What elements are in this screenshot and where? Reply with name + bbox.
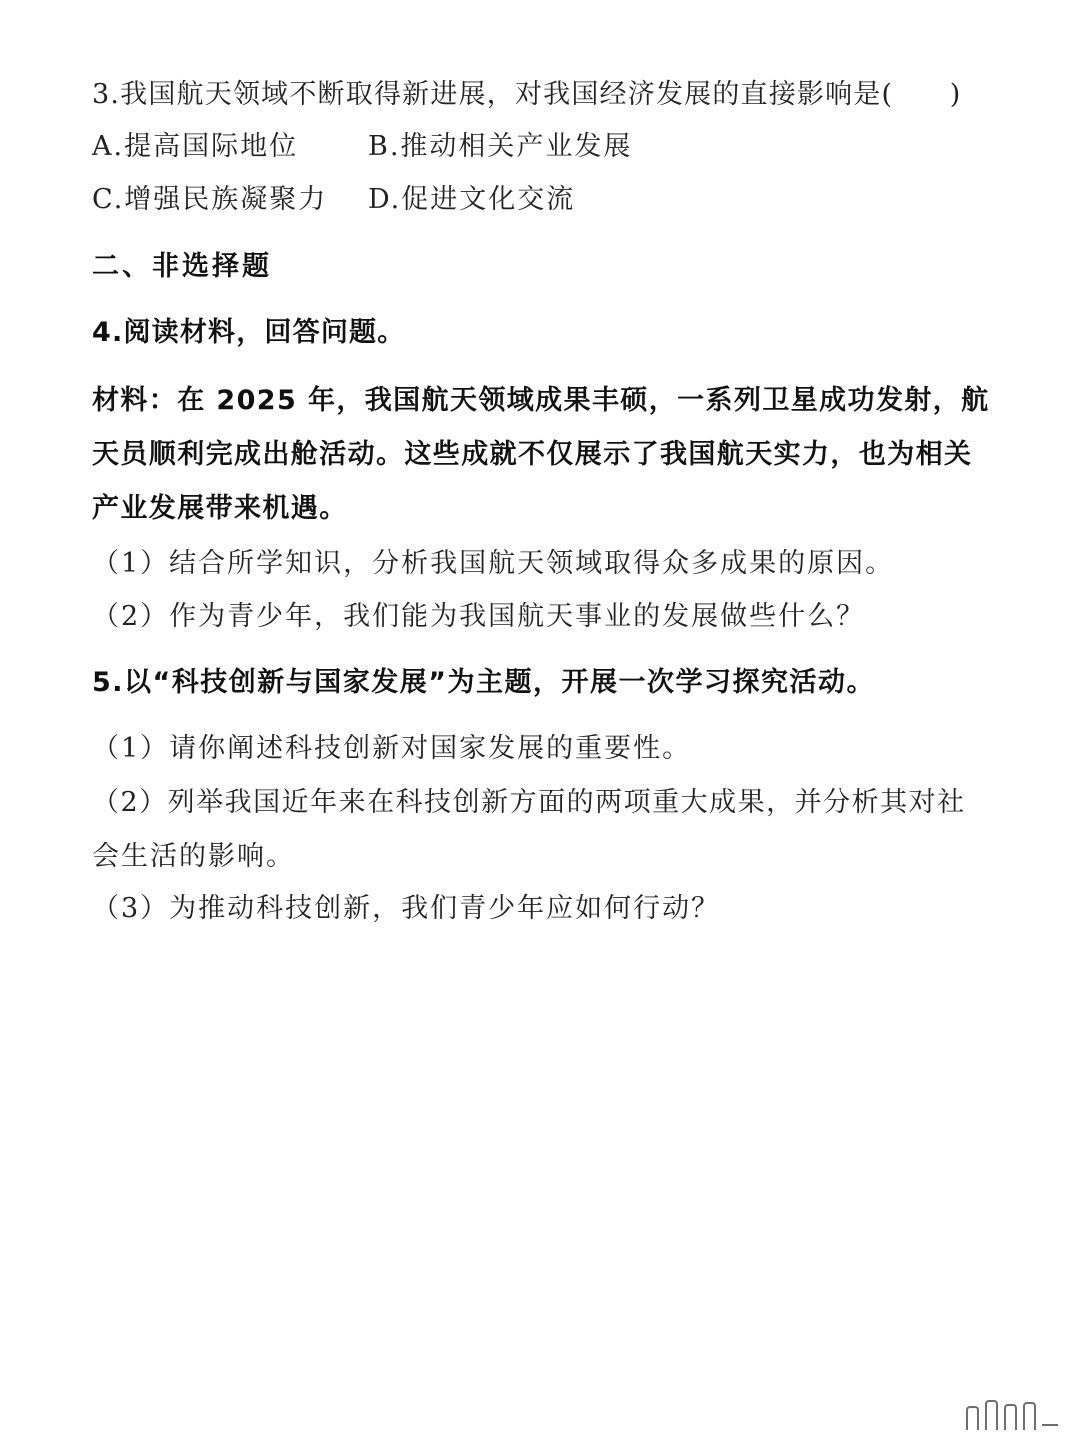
question-5-subquestion-2: （2）列举我国近年来在科技创新方面的两项重大成果，并分析其对社 — [92, 787, 966, 818]
question-3-stem: 3.我国航天领域不断取得新进展，对我国经济发展的直接影响是( ) — [92, 79, 962, 110]
watermark-logo — [966, 1400, 1058, 1430]
question-4-subquestion-2: （2）作为青少年，我们能为我国航天事业的发展做些什么？ — [92, 601, 866, 632]
question-4-stem: 4.阅读材料，回答问题。 — [92, 317, 406, 348]
question-5-subquestion-1: （1）请你阐述科技创新对国家发展的重要性。 — [92, 733, 692, 764]
question-3-option-a: A.提高国际地位 — [92, 131, 299, 162]
section-heading-non-choice: 二、非选择题 — [92, 251, 272, 282]
question-4-material-line: 材料：在 2025 年，我国航天领域成果丰硕，一系列卫星成功发射，航 — [92, 385, 990, 416]
question-4-subquestion-1: （1）结合所学知识，分析我国航天领域取得众多成果的原因。 — [92, 548, 895, 579]
question-3-option-c: C.增强民族凝聚力 — [92, 184, 328, 215]
question-3-option-b: B.推动相关产业发展 — [368, 131, 633, 162]
question-4-material-line: 产业发展带来机遇。 — [92, 493, 348, 524]
question-5-subquestion-2-continued: 会生活的影响。 — [92, 841, 295, 872]
question-5-stem: 5.以“科技创新与国家发展”为主题，开展一次学习探究活动。 — [92, 667, 876, 698]
question-4-material-line: 天员顺利完成出舱活动。这些成就不仅展示了我国航天实力，也为相关 — [92, 439, 973, 470]
question-3-option-d: D.促进文化交流 — [368, 184, 576, 215]
question-5-subquestion-3: （3）为推动科技创新，我们青少年应如何行动？ — [92, 893, 721, 924]
